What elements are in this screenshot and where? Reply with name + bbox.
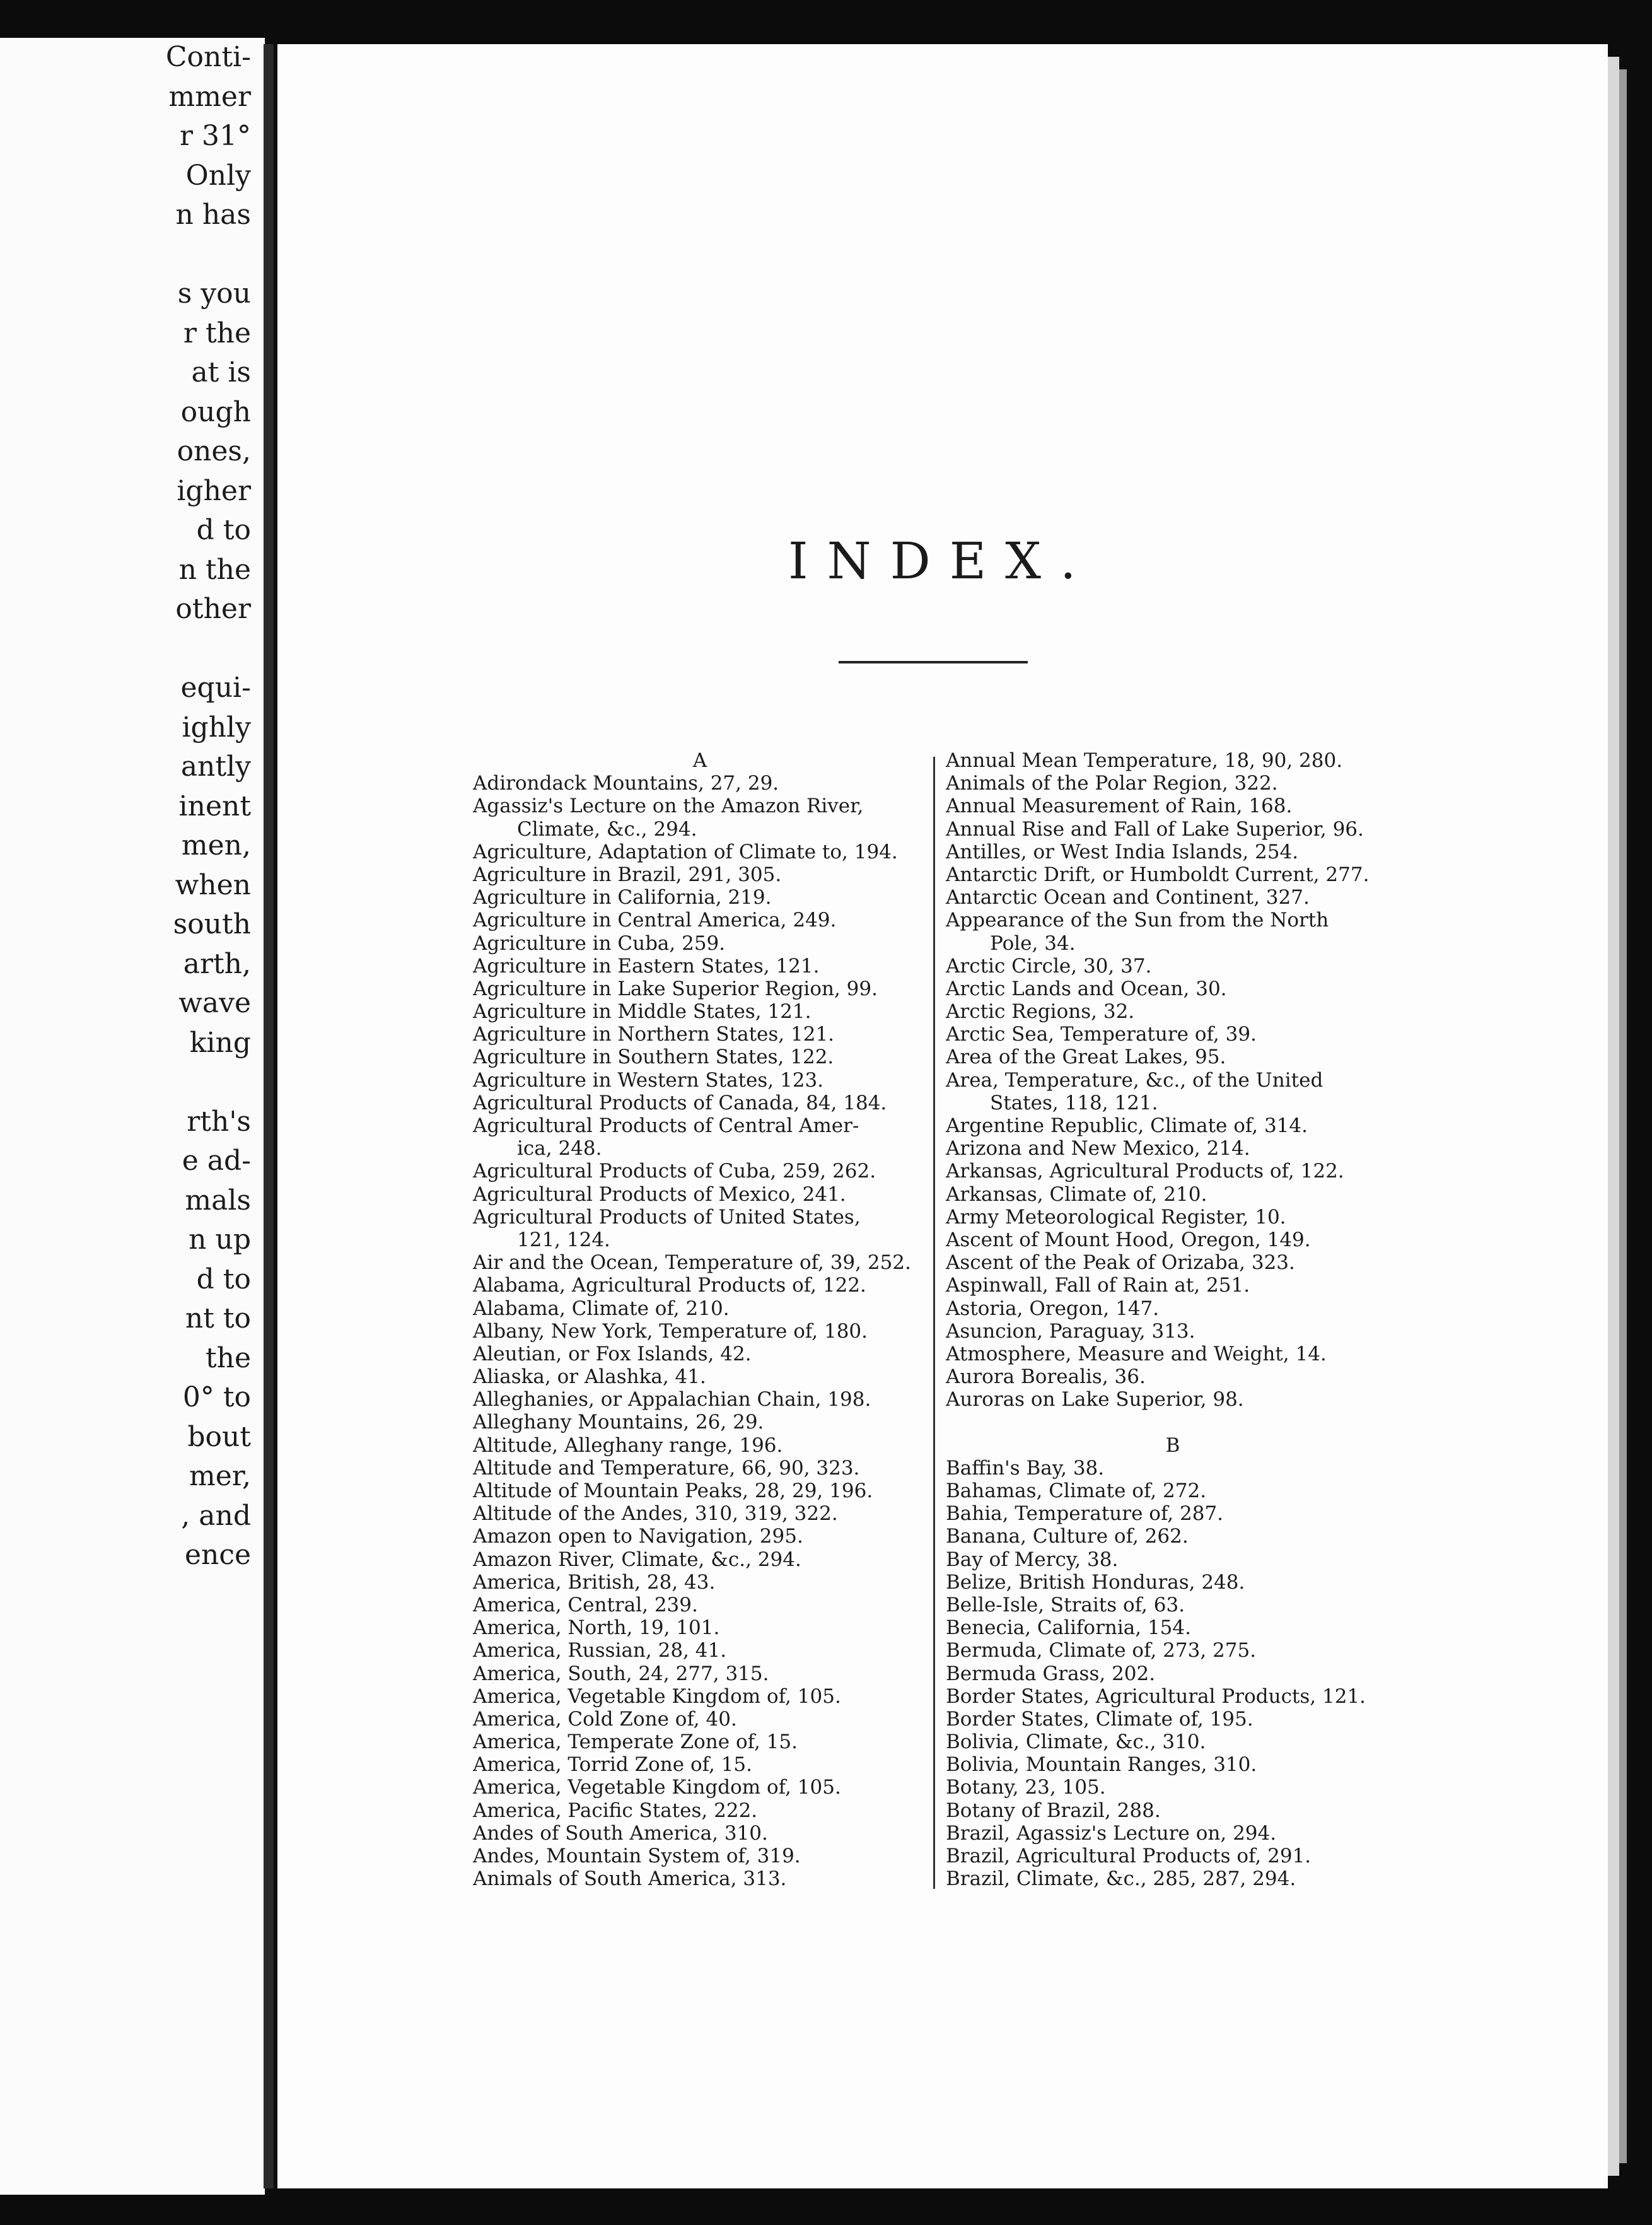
index-entry: Agricultural Products of Canada, 84, 184. [473,1091,887,1114]
facing-page-line: Only [185,159,251,192]
index-entry: America, Vegetable Kingdom of, 105. [473,1776,841,1799]
index-entry: Altitude of the Andes, 310, 319, 322. [473,1502,838,1526]
index-entry: Agriculture in Central America, 249. [473,909,837,932]
index-entry: Andes of South America, 310. [473,1821,768,1845]
index-entry: America, Russian, 28, 41. [473,1639,727,1662]
index-entry: Ascent of the Peak of Orizaba, 323. [946,1251,1295,1275]
index-entry: Antilles, or West India Islands, 254. [946,840,1299,863]
index-entry: Alabama, Agricultural Products of, 122. [473,1274,866,1297]
facing-page-line [166,1063,251,1102]
index-entry: Antarctic Drift, or Humboldt Current, 277. [946,863,1370,886]
index-entry: Baffin's Bay, 38. [946,1456,1105,1480]
index-entry: Border States, Agricultural Products, 121. [946,1685,1366,1708]
index-entry: Agricultural Products of Central Amer- [473,1114,859,1137]
index-entry: Adirondack Mountains, 27, 29. [473,772,779,795]
index-entry: Astoria, Oregon, 147. [946,1297,1160,1320]
index-entry: Brazil, Agassiz's Lecture on, 294. [946,1821,1277,1845]
facing-page-line: the [205,1341,251,1374]
facing-page-line: d to [196,514,251,546]
index-entry: Arctic Lands and Ocean, 30. [946,977,1227,1000]
index-entry: America, Temperate Zone of, 15. [473,1731,798,1754]
index-entry: Annual Rise and Fall of Lake Superior, 96. [946,817,1364,841]
index-entry: Annual Mean Temperature, 18, 90, 280. [946,749,1343,772]
facing-page [0,38,265,2195]
facing-page-line: mmer [168,80,251,113]
facing-page-line [166,629,251,669]
facing-page-line: , and [181,1499,251,1532]
index-entry: Army Meteorological Register, 10. [946,1205,1286,1229]
index-entry: States, 118, 121. [990,1091,1158,1114]
index-entry: Agricultural Products of Mexico, 241. [473,1183,846,1206]
facing-page-line: mals [185,1184,251,1217]
index-entry: Bermuda Grass, 202. [946,1662,1156,1685]
section-gap [946,1411,1400,1434]
index-entry: Altitude and Temperature, 66, 90, 323. [473,1456,860,1480]
index-entry: America, Pacific States, 222. [473,1799,758,1822]
index-entry: Area, Temperature, &c., of the United [946,1068,1323,1092]
index-entry: Border States, Climate of, 195. [946,1707,1254,1731]
index-entry: America, Central, 239. [473,1593,698,1616]
facing-page-line: n has [175,199,251,231]
index-entry: Bermuda, Climate of, 273, 275. [946,1639,1257,1662]
index-entry: Argentine Republic, Climate of, 314. [946,1114,1308,1137]
index-entry: Atmosphere, Measure and Weight, 14. [946,1342,1327,1365]
facing-page-line: king [189,1026,251,1059]
index-entry: Bay of Mercy, 38. [946,1548,1119,1571]
column-divider [933,757,935,1889]
facing-page-line: 0° to [182,1381,251,1413]
index-entry: Pole, 34. [990,931,1076,955]
page-edge [1608,57,1619,2176]
index-entry: Arizona and New Mexico, 214. [946,1137,1250,1160]
index-entry: Agriculture in Cuba, 259. [473,931,726,955]
index-entry: Aliaska, or Alashka, 41. [473,1365,706,1389]
index-entry: Botany of Brazil, 288. [946,1799,1161,1822]
facing-page-line: ence [184,1539,251,1571]
index-entry: Aurora Borealis, 36. [946,1365,1146,1389]
index-entry: Animals of the Polar Region, 322. [946,772,1278,795]
index-column-left [473,749,927,1890]
index-entry: Agriculture in California, 219. [473,886,772,909]
index-entry: Albany, New York, Temperature of, 180. [473,1319,868,1343]
facing-page-line: antly [180,750,251,783]
index-entry: Air and the Ocean, Temperature of, 39, 252. [473,1251,911,1275]
index-entry: America, Vegetable Kingdom of, 105. [473,1685,841,1708]
facing-page-line: wave [178,987,251,1019]
facing-page-line: r the [183,317,251,349]
facing-page-line: when [175,868,251,901]
facing-page-line: ighly [182,711,251,744]
index-entry: Benecia, California, 154. [946,1616,1191,1640]
index-entry: America, Cold Zone of, 40. [473,1707,737,1731]
index-entry: Arkansas, Agricultural Products of, 122. [946,1160,1344,1183]
index-entry: Agriculture in Western States, 123. [473,1068,824,1092]
index-entry: Agricultural Products of United States, [473,1205,861,1229]
index-entry: Aleutian, or Fox Islands, 42. [473,1342,752,1365]
facing-page-line: igher [177,474,251,507]
facing-page-line: ones, [177,435,251,467]
index-entry: Brazil, Climate, &c., 285, 287, 294. [946,1867,1296,1891]
index-entry: Agriculture in Middle States, 121. [473,1000,811,1024]
index-entry: Andes, Mountain System of, 319. [473,1845,801,1867]
index-entry: Amazon open to Navigation, 295. [473,1525,803,1548]
section-letter: B [1165,1434,1180,1457]
index-entry: Climate, &c., 294. [517,817,697,841]
index-entry: Agriculture in Lake Superior Region, 99. [473,977,878,1000]
index-entry: Agriculture in Northern States, 121. [473,1023,835,1046]
index-entry: Altitude of Mountain Peaks, 28, 29, 196. [473,1480,873,1502]
book-gutter [264,44,274,2188]
facing-page-line: r 31° [179,120,251,152]
index-entry: Alleghany Mountains, 26, 29. [473,1411,764,1434]
section-letter: A [692,749,707,772]
facing-page-text [166,38,251,1575]
index-entry: Arkansas, Climate of, 210. [946,1183,1207,1206]
index-entry: America, South, 24, 277, 315. [473,1662,769,1685]
index-entry: Banana, Culture of, 262. [946,1525,1189,1548]
index-entry: 121, 124. [517,1228,610,1251]
facing-page-line: other [175,593,251,625]
facing-page-line: arth, [183,947,251,980]
index-entry: Brazil, Agricultural Products of, 291. [946,1845,1312,1867]
index-entry: Agriculture in Southern States, 122. [473,1046,834,1069]
facing-page-line: equi- [180,672,251,704]
index-entry: Belize, British Honduras, 248. [946,1570,1245,1594]
page-title: INDEX. [788,532,1095,590]
index-entry: Area of the Great Lakes, 95. [946,1046,1226,1069]
index-entry: America, Torrid Zone of, 15. [473,1753,753,1777]
facing-page-line: Conti- [165,41,251,73]
index-entry: Alleghanies, or Appalachian Chain, 198. [473,1388,871,1411]
index-entry: Amazon River, Climate, &c., 294. [473,1548,801,1571]
index-entry: Bolivia, Climate, &c., 310. [946,1731,1206,1754]
index-entry: Annual Measurement of Rain, 168. [946,795,1293,818]
index-entry: Bahia, Temperature of, 287. [946,1502,1224,1526]
index-entry: Asuncion, Paraguay, 313. [946,1319,1195,1343]
index-entry: Agriculture, Adaptation of Climate to, 194. [473,840,898,863]
facing-page-line [166,235,251,275]
facing-page-line: ough [180,395,251,428]
index-entry: ica, 248. [517,1137,602,1160]
facing-page-line: e ad- [182,1145,251,1177]
title-rule [839,661,1028,663]
index-entry: Agriculture in Brazil, 291, 305. [473,863,782,886]
index-entry: America, North, 19, 101. [473,1616,720,1640]
index-entry: Arctic Circle, 30, 37. [946,954,1152,978]
index-entry: Appearance of the Sun from the North [946,909,1329,932]
facing-page-line: nt to [185,1302,251,1334]
facing-page-line: mer, [189,1460,251,1492]
facing-page-line: d to [196,1263,251,1295]
facing-page-line: inent [178,790,251,822]
index-entry: Bolivia, Mountain Ranges, 310. [946,1753,1257,1777]
facing-page-line: n the [178,553,251,586]
facing-page-line: bout [187,1420,251,1453]
facing-page-line: at is [191,356,251,388]
index-entry: Antarctic Ocean and Continent, 327. [946,886,1310,909]
index-entry: Ascent of Mount Hood, Oregon, 149. [946,1228,1311,1251]
index-entry: Belle-Isle, Straits of, 63. [946,1593,1185,1616]
index-entry: Arctic Regions, 32. [946,1000,1135,1024]
index-entry: Agricultural Products of Cuba, 259, 262. [473,1160,876,1183]
facing-page-line: rth's [187,1105,251,1138]
index-entry: Alabama, Climate of, 210. [473,1297,730,1320]
index-entry: Auroras on Lake Superior, 98. [946,1388,1244,1411]
page-edge-shadow [1619,69,1627,2163]
facing-page-line: south [173,908,251,940]
index-column-right [946,749,1400,1890]
index-entry: Animals of South America, 313. [473,1867,787,1891]
index-entry: America, British, 28, 43. [473,1570,716,1594]
index-entry: Arctic Sea, Temperature of, 39. [946,1023,1257,1046]
facing-page-line: n up [189,1223,251,1256]
index-entry: Agassiz's Lecture on the Amazon River, [473,795,864,818]
facing-page-line: s you [177,277,251,310]
index-entry: Agriculture in Eastern States, 121. [473,954,820,978]
index-entry: Altitude, Alleghany range, 196. [473,1434,783,1457]
index-entry: Bahamas, Climate of, 272. [946,1480,1207,1502]
index-entry: Aspinwall, Fall of Rain at, 251. [946,1274,1250,1297]
facing-page-line: men, [181,829,251,861]
index-entry: Botany, 23, 105. [946,1776,1106,1799]
